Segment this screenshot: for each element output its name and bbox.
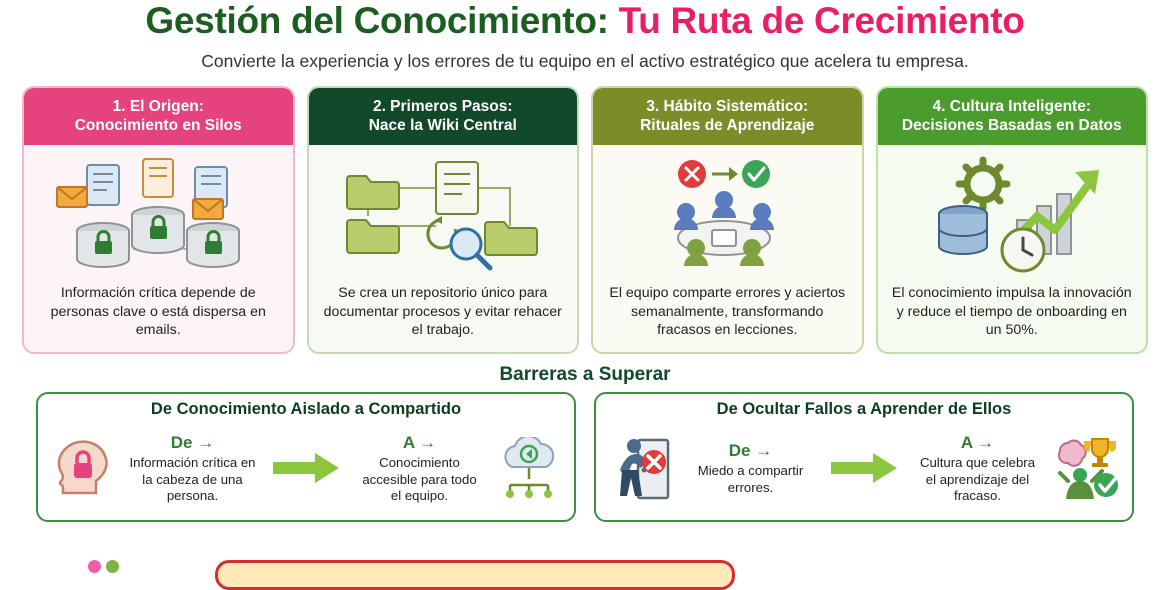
gear-growth-chart-database-clock-icon	[878, 145, 1147, 285]
page-subtitle: Convierte la experiencia y los errores de tu equipo en el activo estratégico que acelera tu empresa.	[201, 50, 969, 71]
step-card-primeros-pasos-title-line1: 2. Primeros Pasos:	[372, 97, 513, 115]
step-card-origen-header	[24, 88, 293, 145]
barrier-ocultar-fallos-from-label: De →	[728, 441, 773, 461]
barrier-conocimiento-aislado	[36, 392, 576, 522]
dot-green-icon	[106, 560, 119, 573]
page-header	[0, 0, 1170, 72]
barriers-row	[0, 392, 1170, 522]
barrier-conocimiento-aislado-title: De Conocimiento Aislado a Compartido	[150, 399, 462, 418]
cloud-network-share-icon	[496, 437, 562, 499]
step-card-origen-title-line2: Conocimiento en Silos	[74, 117, 242, 135]
dot-pink-icon	[88, 560, 101, 573]
barrier-conocimiento-aislado-from-text: Información crítica en la cabeza de una persona.	[129, 455, 256, 504]
step-card-cultura-inteligente-title-line1: 4. Cultura Inteligente:	[932, 97, 1091, 115]
folders-document-search-icon	[309, 145, 578, 285]
barriers-section-title: Barreras a Superar	[499, 363, 671, 385]
head-lock-icon	[50, 437, 116, 499]
step-card-cultura-inteligente-header	[878, 88, 1147, 145]
page-title-part-a: Gestión del Conocimiento:	[145, 0, 609, 41]
step-card-habito-sistematico	[591, 86, 864, 354]
step-card-habito-sistematico-title-line2: Rituales de Aprendizaje	[640, 117, 815, 135]
barrier-conocimiento-aislado-arrow-icon	[269, 451, 343, 485]
page-title-part-b: Tu Ruta de Crecimiento	[618, 0, 1025, 41]
barrier-ocultar-fallos-to-text: Cultura que celebra el aprendizaje del fracaso.	[919, 455, 1036, 504]
step-card-primeros-pasos-header	[309, 88, 578, 145]
steps-row	[0, 72, 1170, 354]
barrier-ocultar-fallos-to	[914, 432, 1042, 505]
barrier-ocultar-fallos-to-label: A →	[960, 432, 995, 452]
barrier-conocimiento-aislado-from-label: De →	[170, 432, 215, 452]
person-hiding-door-error-icon	[608, 436, 674, 500]
bottom-decorative-dots	[88, 560, 119, 573]
barrier-ocultar-fallos-from-text: Miedo a compartir errores.	[697, 463, 804, 495]
step-card-cultura-inteligente-title-line2: Decisiones Basadas en Datos	[901, 117, 1122, 135]
barrier-ocultar-fallos-title: De Ocultar Fallos a Aprender de Ellos	[716, 399, 1012, 418]
barrier-conocimiento-aislado-from	[129, 432, 257, 505]
locked-silos-documents-icon	[24, 145, 293, 285]
barrier-ocultar-fallos-arrow-icon	[827, 451, 901, 485]
step-card-origen	[22, 86, 295, 354]
step-card-primeros-pasos-description: Se crea un repositorio único para documentar procesos y evitar rehacer el trabajo.	[323, 285, 562, 339]
step-card-origen-description: Información crítica depende de personas clave o está dispersa en emails.	[50, 285, 266, 339]
barrier-conocimiento-aislado-to	[356, 432, 484, 505]
bottom-highlight-banner	[215, 560, 735, 590]
step-card-cultura-inteligente	[876, 86, 1149, 354]
step-card-habito-sistematico-header	[593, 88, 862, 145]
team-meeting-error-to-success-icon	[593, 145, 862, 285]
step-card-cultura-inteligente-description: El conocimiento impulsa la innovación y reduce el tiempo de onboarding en un 50%.	[891, 285, 1132, 339]
brain-trophy-check-icon	[1054, 435, 1120, 501]
step-card-primeros-pasos	[307, 86, 580, 354]
barrier-ocultar-fallos	[594, 392, 1134, 522]
page-title	[0, 0, 1170, 41]
step-card-habito-sistematico-title-line1: 3. Hábito Sistemático:	[646, 97, 809, 115]
barrier-ocultar-fallos-from	[687, 440, 815, 496]
step-card-primeros-pasos-title-line2: Nace la Wiki Central	[368, 117, 517, 135]
barrier-conocimiento-aislado-to-label: A →	[402, 432, 437, 452]
step-card-habito-sistematico-description: El equipo comparte errores y aciertos semanalmente, transformando fracasos en lecciones.	[609, 285, 846, 339]
barrier-conocimiento-aislado-to-text: Conocimiento accesible para todo el equipo.	[362, 455, 477, 504]
step-card-origen-title-line1: 1. El Origen:	[112, 97, 204, 115]
